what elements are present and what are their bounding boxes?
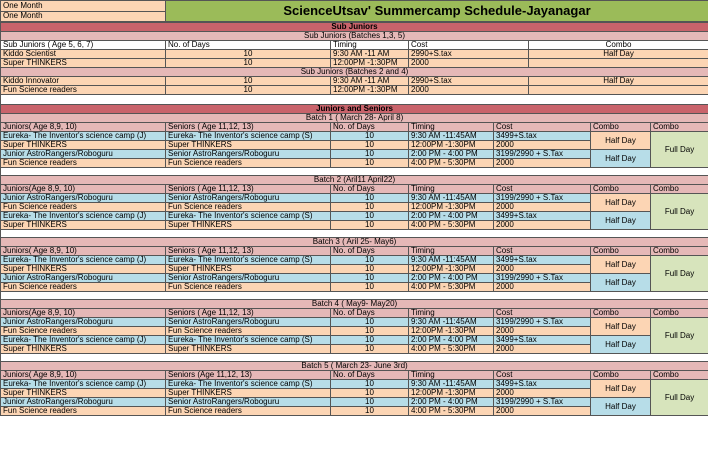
- column-header: Combo: [651, 123, 708, 132]
- cost-cell: 2000: [494, 327, 591, 336]
- cost-cell: 2990+S.tax: [409, 77, 529, 86]
- senior-program: Fun Science readers: [166, 407, 331, 416]
- cost-cell: 2000: [494, 407, 591, 416]
- cost-cell: 3199/2990 + S.Tax: [494, 398, 591, 407]
- column-header: Combo: [651, 309, 708, 318]
- half-day-combo: Half Day: [591, 274, 651, 292]
- full-day-combo: Full Day: [651, 256, 708, 292]
- senior-program: Eureka- The Inventor's science camp (S): [166, 132, 331, 141]
- half-day-combo: Half Day: [591, 336, 651, 354]
- days-cell: 10: [331, 221, 409, 230]
- days-cell: 10: [166, 77, 331, 86]
- spacer-row: [1, 168, 708, 176]
- junior-program: Fun Science readers: [1, 327, 166, 336]
- timing-cell: 2:00 PM - 4:00 PM: [409, 336, 494, 345]
- column-header-row: [1, 247, 708, 256]
- days-cell: 10: [331, 327, 409, 336]
- timing-cell: 12:00PM -1:30PM: [409, 203, 494, 212]
- junior-program: Junior AstroRangers/Roboguru: [1, 398, 166, 407]
- timing-cell: 9:30 AM -11:45AM: [409, 256, 494, 265]
- junior-program: Eureka- The Inventor's science camp (J): [1, 256, 166, 265]
- senior-program: Eureka- The Inventor's science camp (S): [166, 256, 331, 265]
- half-day-combo: Half Day: [591, 132, 651, 150]
- column-header: Seniors ( Age 11,12, 13): [166, 185, 331, 194]
- cost-cell: 2000: [494, 283, 591, 292]
- table-row: [1, 380, 708, 389]
- senior-program: Eureka- The Inventor's science camp (S): [166, 336, 331, 345]
- column-header: Seniors (Age 11,12, 13): [166, 371, 331, 380]
- senior-program: Senior AstroRangers/Roboguru: [166, 318, 331, 327]
- column-header-row: [1, 41, 708, 50]
- cost-cell: 2000: [494, 389, 591, 398]
- table-row: [1, 318, 708, 327]
- junior-program: Fun Science readers: [1, 159, 166, 168]
- junior-program: Eureka- The Inventor's science camp (J): [1, 132, 166, 141]
- cost-cell: 2000: [494, 265, 591, 274]
- cost-cell: 3499+S.tax: [494, 212, 591, 221]
- senior-program: Senior AstroRangers/Roboguru: [166, 194, 331, 203]
- junior-program: Fun Science readers: [1, 203, 166, 212]
- cost-cell: 2000: [409, 86, 529, 95]
- full-day-combo: Full Day: [651, 318, 708, 354]
- days-cell: 10: [331, 380, 409, 389]
- column-header: Combo: [651, 185, 708, 194]
- half-day-combo: Half Day: [591, 318, 651, 336]
- timing-cell: 12:00PM -1:30PM: [331, 59, 409, 68]
- batch-header-row: [1, 300, 708, 309]
- days-cell: 10: [331, 398, 409, 407]
- column-header: Combo: [591, 185, 651, 194]
- column-header: Combo: [529, 41, 708, 50]
- table-row: [1, 274, 708, 283]
- column-header: No. of Days: [331, 123, 409, 132]
- column-header: Cost: [494, 309, 591, 318]
- cost-cell: 2000: [409, 59, 529, 68]
- days-cell: 10: [331, 407, 409, 416]
- batch-header: Batch 5 ( March 23- June 3rd): [1, 362, 708, 371]
- days-cell: 10: [331, 345, 409, 354]
- days-cell: 10: [331, 141, 409, 150]
- days-cell: 10: [331, 150, 409, 159]
- table-row: [1, 256, 708, 265]
- table-row: [1, 150, 708, 159]
- timing-cell: 2:00 PM - 4:00 PM: [409, 274, 494, 283]
- junior-program: Super THINKERS: [1, 221, 166, 230]
- junior-program: Junior AstroRangers/Roboguru: [1, 150, 166, 159]
- senior-program: Eureka- The Inventor's science camp (S): [166, 380, 331, 389]
- batch-header-row: [1, 176, 708, 185]
- column-header: Timing: [409, 123, 494, 132]
- column-header: Cost: [494, 247, 591, 256]
- half-day-combo: Half Day: [591, 150, 651, 168]
- days-cell: 10: [331, 194, 409, 203]
- combo-cell: Half Day: [529, 77, 708, 86]
- column-header: Timing: [409, 247, 494, 256]
- batch-header: Batch 4 ( May9- May20): [1, 300, 708, 309]
- junior-program: Eureka- The Inventor's science camp (J): [1, 336, 166, 345]
- column-header: No. of Days: [331, 247, 409, 256]
- timing-cell: 9:30 AM -11:45AM: [409, 132, 494, 141]
- program-name: Super THINKERS: [1, 59, 166, 68]
- table-row: [1, 59, 708, 68]
- column-header: Juniors( Age 8,9, 10): [1, 371, 166, 380]
- days-cell: 10: [166, 50, 331, 59]
- cost-cell: 2000: [494, 203, 591, 212]
- timing-cell: 4:00 PM - 5:30PM: [409, 221, 494, 230]
- spacer-row: [1, 292, 708, 300]
- table-row: [1, 212, 708, 221]
- column-header: No. of Days: [331, 371, 409, 380]
- timing-cell: 9:30 AM -11 AM: [331, 77, 409, 86]
- timing-cell: 12:00PM -1:30PM: [409, 141, 494, 150]
- column-header: Combo: [591, 123, 651, 132]
- days-cell: 10: [331, 274, 409, 283]
- junior-program: Super THINKERS: [1, 345, 166, 354]
- senior-program: Fun Science readers: [166, 159, 331, 168]
- table-row: [1, 336, 708, 345]
- days-cell: 10: [331, 203, 409, 212]
- junior-program: Super THINKERS: [1, 389, 166, 398]
- timing-cell: 12:00PM -1:30PM: [409, 265, 494, 274]
- column-header: Juniors(Age 8,9, 10): [1, 185, 166, 194]
- column-header: Timing: [331, 41, 409, 50]
- senior-program: Fun Science readers: [166, 327, 331, 336]
- cost-cell: 2990+S.tax: [409, 50, 529, 59]
- senior-program: Fun Science readers: [166, 203, 331, 212]
- cost-cell: 3199/2990 + S.Tax: [494, 274, 591, 283]
- one-month-label: One Month: [1, 11, 166, 22]
- column-header: Cost: [494, 185, 591, 194]
- section-header: Juniors and Seniors: [1, 105, 708, 114]
- timing-cell: 2:00 PM - 4:00 PM: [409, 398, 494, 407]
- batch-header-row: [1, 238, 708, 247]
- days-cell: 10: [331, 283, 409, 292]
- spacer-row: [1, 354, 708, 362]
- sub-juniors-table: [0, 22, 708, 104]
- page-title: ScienceUtsav' Summercamp Schedule-Jayanagar: [166, 1, 708, 22]
- batch-header-row: [1, 114, 708, 123]
- batch-header: Batch 3 ( Aril 25- May6): [1, 238, 708, 247]
- column-header: Combo: [591, 371, 651, 380]
- section-header: Sub Juniors: [1, 23, 708, 32]
- senior-program: Senior AstroRangers/Roboguru: [166, 398, 331, 407]
- days-cell: 10: [331, 212, 409, 221]
- days-cell: 10: [331, 265, 409, 274]
- table-row: [1, 86, 708, 95]
- table-row: [1, 132, 708, 141]
- half-day-combo: Half Day: [591, 212, 651, 230]
- timing-cell: 4:00 PM - 5:30PM: [409, 345, 494, 354]
- junior-program: Junior AstroRangers/Roboguru: [1, 274, 166, 283]
- combo-cell: [529, 86, 708, 95]
- days-cell: 10: [166, 59, 331, 68]
- half-day-combo: Half Day: [591, 194, 651, 212]
- half-day-combo: Half Day: [591, 256, 651, 274]
- days-cell: 10: [331, 132, 409, 141]
- junior-program: Fun Science readers: [1, 283, 166, 292]
- senior-program: Super THINKERS: [166, 221, 331, 230]
- days-cell: 10: [331, 336, 409, 345]
- senior-program: Senior AstroRangers/Roboguru: [166, 274, 331, 283]
- column-header: Juniors(Age 8,9, 10): [1, 309, 166, 318]
- spacer: [1, 95, 708, 105]
- column-header: Juniors( Age 8,9, 10): [1, 247, 166, 256]
- column-header-row: [1, 123, 708, 132]
- junior-program: Super THINKERS: [1, 265, 166, 274]
- spacer-row: [1, 230, 708, 238]
- cost-cell: 2000: [494, 345, 591, 354]
- full-day-combo: Full Day: [651, 380, 708, 416]
- column-header: Timing: [409, 309, 494, 318]
- column-header: Combo: [591, 309, 651, 318]
- timing-cell: 12:00PM -1:30PM: [409, 327, 494, 336]
- cost-cell: 3199/2990 + S.Tax: [494, 318, 591, 327]
- senior-program: Super THINKERS: [166, 389, 331, 398]
- column-header: No. of Days: [331, 309, 409, 318]
- one-month-label: One Month: [1, 1, 166, 12]
- column-header-row: [1, 371, 708, 380]
- column-header: Seniors ( Age 11,12, 13): [166, 123, 331, 132]
- column-header: Cost: [409, 41, 529, 50]
- batch-header: Sub Juniors (Batches 1,3, 5): [1, 32, 708, 41]
- column-header: Combo: [651, 371, 708, 380]
- cost-cell: 3199/2990 + S.Tax: [494, 150, 591, 159]
- column-header: Seniors ( Age 11,12, 13): [166, 247, 331, 256]
- timing-cell: 12:00PM -1:30PM: [409, 389, 494, 398]
- spacer: [1, 230, 708, 238]
- full-day-combo: Full Day: [651, 132, 708, 168]
- cost-cell: 2000: [494, 221, 591, 230]
- cost-cell: 2000: [494, 159, 591, 168]
- program-name: Kiddo Scientist: [1, 50, 166, 59]
- column-header: Combo: [651, 247, 708, 256]
- full-day-combo: Full Day: [651, 194, 708, 230]
- column-header: Timing: [409, 185, 494, 194]
- cost-cell: 3499+S.tax: [494, 132, 591, 141]
- column-header: Cost: [494, 371, 591, 380]
- cost-cell: 3499+S.tax: [494, 256, 591, 265]
- timing-cell: 4:00 PM - 5:30PM: [409, 407, 494, 416]
- timing-cell: 12:00PM -1:30PM: [331, 86, 409, 95]
- table-row: [1, 50, 708, 59]
- days-cell: 10: [331, 389, 409, 398]
- spacer: [1, 354, 708, 362]
- timing-cell: 9:30 AM -11:45AM: [409, 380, 494, 389]
- junior-program: Super THINKERS: [1, 141, 166, 150]
- column-header: Cost: [494, 123, 591, 132]
- timing-cell: 4:00 PM - 5:30PM: [409, 283, 494, 292]
- half-day-combo: Half Day: [591, 380, 651, 398]
- column-header: Seniors ( Age 11,12, 13): [166, 309, 331, 318]
- senior-program: Super THINKERS: [166, 265, 331, 274]
- table-row: [1, 194, 708, 203]
- column-header: Juniors( Age 8,9, 10): [1, 123, 166, 132]
- senior-program: Fun Science readers: [166, 283, 331, 292]
- junior-program: Eureka- The Inventor's science camp (J): [1, 212, 166, 221]
- days-cell: 10: [331, 159, 409, 168]
- cost-cell: 3199/2990 + S.Tax: [494, 194, 591, 203]
- timing-cell: 9:30 AM -11:45AM: [409, 318, 494, 327]
- junior-program: Junior AstroRangers/Roboguru: [1, 318, 166, 327]
- days-cell: 10: [331, 318, 409, 327]
- junior-program: Junior AstroRangers/Roboguru: [1, 194, 166, 203]
- senior-program: Eureka- The Inventor's science camp (S): [166, 212, 331, 221]
- column-header: Timing: [409, 371, 494, 380]
- cost-cell: 3499+S.tax: [494, 380, 591, 389]
- column-header: Sub Juniors ( Age 5, 6, 7): [1, 41, 166, 50]
- cost-cell: 3499+S.tax: [494, 336, 591, 345]
- batch-header-row: [1, 362, 708, 371]
- column-header: Combo: [591, 247, 651, 256]
- timing-cell: 9:30 AM -11 AM: [331, 50, 409, 59]
- combo-cell: [529, 59, 708, 68]
- batch-header: Sub Juniors (Batches 2 and 4): [1, 68, 708, 77]
- cost-cell: 2000: [494, 141, 591, 150]
- column-header: No. of Days: [331, 185, 409, 194]
- combo-cell: Half Day: [529, 50, 708, 59]
- timing-cell: 4:00 PM - 5:30PM: [409, 159, 494, 168]
- senior-program: Super THINKERS: [166, 141, 331, 150]
- spacer: [1, 292, 708, 300]
- column-header: No. of Days: [166, 41, 331, 50]
- juniors-seniors-table: [0, 104, 708, 416]
- half-day-combo: Half Day: [591, 398, 651, 416]
- column-header-row: [1, 309, 708, 318]
- batch-header: Batch 2 (Aril11 April22): [1, 176, 708, 185]
- program-name: Fun Science readers: [1, 86, 166, 95]
- column-header-row: [1, 185, 708, 194]
- days-cell: 10: [331, 256, 409, 265]
- junior-program: Eureka- The Inventor's science camp (J): [1, 380, 166, 389]
- senior-program: Super THINKERS: [166, 345, 331, 354]
- timing-cell: 9:30 AM -11:45AM: [409, 194, 494, 203]
- batch-header: Batch 1 ( March 28- April 8): [1, 114, 708, 123]
- senior-program: Senior AstroRangers/Roboguru: [166, 150, 331, 159]
- top-table: [0, 0, 708, 22]
- table-row: [1, 77, 708, 86]
- junior-program: Fun Science readers: [1, 407, 166, 416]
- days-cell: 10: [166, 86, 331, 95]
- program-name: Kiddo Innovator: [1, 77, 166, 86]
- table-row: [1, 398, 708, 407]
- spacer: [1, 168, 708, 176]
- timing-cell: 2:00 PM - 4:00 PM: [409, 212, 494, 221]
- timing-cell: 2:00 PM - 4:00 PM: [409, 150, 494, 159]
